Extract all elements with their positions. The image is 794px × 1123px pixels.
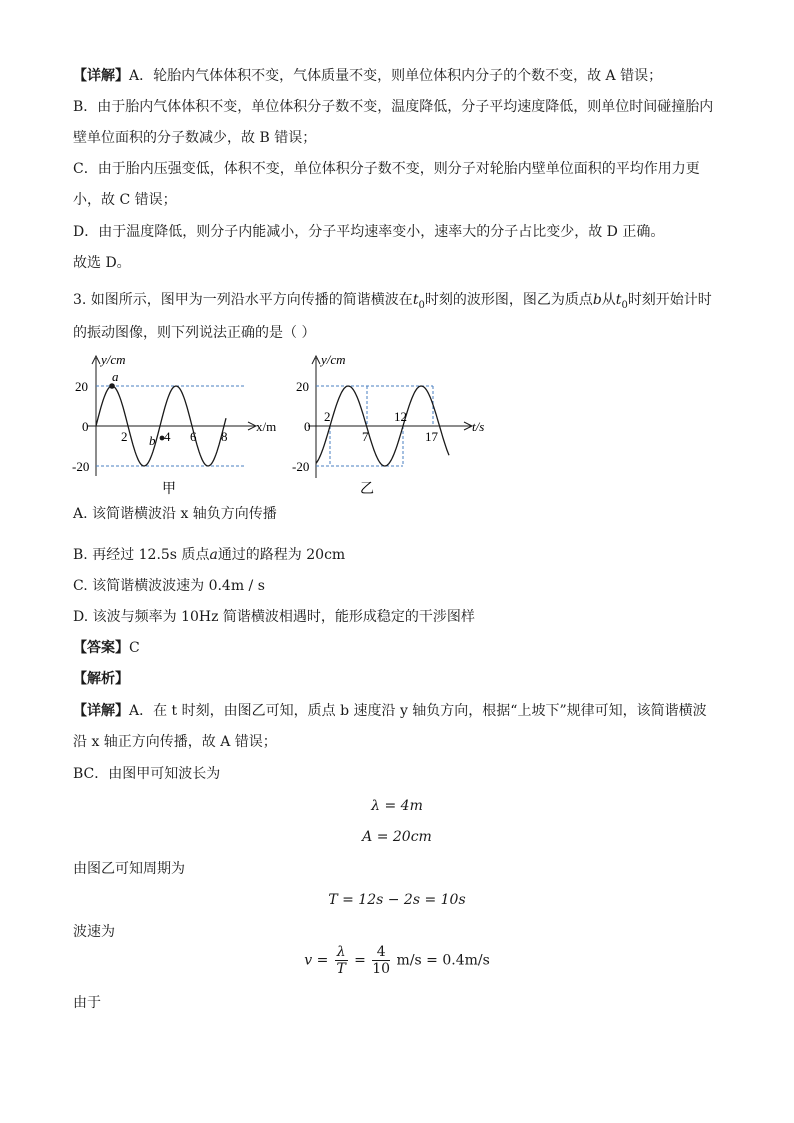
question-line-2: 的振动图像，则下列说法正确的是（ ） <box>73 325 316 341</box>
equals-sign: = <box>354 952 366 969</box>
figure-caption-yi: 乙 <box>360 482 374 497</box>
y-axis-label: y/cm <box>321 352 346 367</box>
analysis-label: 【解析】 <box>73 671 129 687</box>
t-tick-7: 7 <box>362 429 369 444</box>
question-text: 3. 如图所示，图甲为一列沿水平方向传播的简谐横波在 <box>73 292 413 308</box>
t-tick-12: 12 <box>394 409 407 424</box>
option-c: C. 该简谐横波波速为 0.4m / s <box>73 578 265 594</box>
t0-symbol: t <box>615 292 622 308</box>
t-tick-17: 17 <box>425 429 438 444</box>
question-line-1 <box>73 290 712 316</box>
frac-den: 10 <box>372 961 391 977</box>
option-b <box>73 545 345 565</box>
y-tick-20: 20 <box>75 379 88 394</box>
question-text: 时刻开始计时 <box>627 292 712 308</box>
detail-line-d: D．由于温度降低，则分子内能减小，分子平均速率变小，速率大的分子占比变少，故 D 正确。 <box>73 224 665 240</box>
detail-text: A．轮胎内气体体积不变，气体质量不变，则单位体积内分子的个数不变，故 A 错误； <box>129 68 663 84</box>
b-symbol: b <box>592 292 602 308</box>
y-tick-0: 0 <box>304 419 311 434</box>
wave-graph-jia <box>70 350 285 500</box>
t-tick-2: 2 <box>324 409 331 424</box>
detail2-line-4: 由图乙可知周期为 <box>73 861 185 877</box>
frac-num: 4 <box>372 944 390 961</box>
frac-num: λ <box>336 944 346 960</box>
equation-wavelength: λ = 4m <box>371 798 423 814</box>
detail-text: A．在 t 时刻，由图乙可知，质点 b 速度沿 y 轴负方向，根据“上坡下”规律可知，该简谐横波 <box>129 703 707 719</box>
answer-value: C <box>129 640 140 656</box>
x-tick-6: 6 <box>190 429 197 444</box>
question-text: 时刻的波形图，图乙为质点 <box>424 292 593 308</box>
question-text: 从 <box>601 292 616 308</box>
option-b-text: 通过的路程为 20cm <box>217 547 346 563</box>
option-b-text: B. 再经过 12.5s 质点 <box>73 547 210 563</box>
fraction-lambda-over-t <box>335 944 348 977</box>
detail-line-c1: C．由于胎内压强变低，体积不变，单位体积分子数不变，则分子对轮胎内壁单位面积的平均作用力更 <box>73 161 700 177</box>
y-axis-label: y/cm <box>101 352 126 367</box>
vibration-graph-yi <box>288 350 498 500</box>
point-a-dot <box>109 383 115 389</box>
detail-heading: 【详解】 <box>73 703 129 719</box>
figure-caption-jia: 甲 <box>162 482 176 497</box>
y-tick-minus-20: -20 <box>292 459 310 474</box>
detail2-line-2: 沿 x 轴正方向传播，故 A 错误； <box>73 734 277 750</box>
detail-line-b2: 壁单位面积的分子数减少，故 B 错误； <box>73 130 317 146</box>
t0-symbol: t <box>412 292 419 308</box>
t0-subscript: 0 <box>418 299 425 311</box>
option-d: D. 该波与频率为 10Hz 简谐横波相遇时，能形成稳定的干涉图样 <box>73 609 475 625</box>
a-symbol: a <box>209 547 218 563</box>
v-rhs: m/s = 0.4m/s <box>396 952 490 969</box>
point-b-label: b <box>149 433 156 448</box>
detail2-line-1 <box>73 701 707 721</box>
frac-den: T <box>336 961 346 977</box>
x-tick-2: 2 <box>121 429 128 444</box>
detail-line-c2: 小，故 C 错误； <box>73 192 177 208</box>
x-tick-4: 4 <box>164 429 171 444</box>
detail-line-b1: B．由于胎内气体体积不变，单位体积分子数不变，温度降低，分子平均速度降低，则单位时间碰撞胎内 <box>73 99 714 115</box>
option-a: A. 该简谐横波沿 x 轴负方向传播 <box>73 506 277 522</box>
detail-heading: 【详解】 <box>73 68 129 84</box>
y-tick-minus-20: -20 <box>72 459 90 474</box>
t-axis-label: t/s <box>472 419 485 434</box>
x-tick-8: 8 <box>221 429 228 444</box>
equation-period: T = 12s − 2s = 10s <box>328 892 466 908</box>
detail-line-a <box>73 66 662 86</box>
y-tick-20: 20 <box>296 379 309 394</box>
v-lhs: v = <box>304 952 329 969</box>
answer-line <box>73 638 140 658</box>
point-a-label: a <box>112 369 119 384</box>
t0-subscript: 0 <box>621 299 628 311</box>
answer-label: 【答案】 <box>73 640 129 656</box>
x-axis-label: x/m <box>256 419 277 434</box>
detail2-line-5: 波速为 <box>73 924 115 940</box>
y-tick-0: 0 <box>82 419 89 434</box>
detail-choice: 故选 D。 <box>73 255 131 271</box>
fraction-4-over-10 <box>372 944 390 977</box>
detail2-line-6: 由于 <box>73 995 101 1011</box>
detail2-line-3: BC．由图甲可知波长为 <box>73 766 221 782</box>
equation-amplitude: A = 20cm <box>362 829 432 845</box>
equation-velocity <box>0 944 794 977</box>
